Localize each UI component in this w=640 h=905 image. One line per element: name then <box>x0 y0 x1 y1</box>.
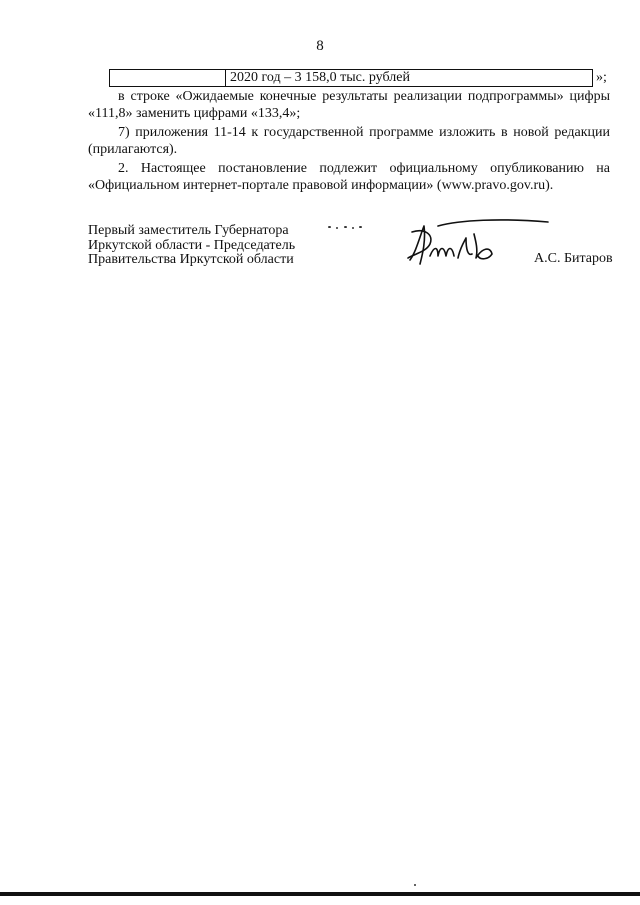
signatory-position-line: Правительства Иркутской области <box>88 252 294 267</box>
scan-speck <box>336 227 338 229</box>
scan-speck <box>328 226 331 228</box>
funding-table-row <box>109 69 593 87</box>
signatory-name: А.С. Битаров <box>534 251 613 266</box>
scan-speck <box>344 226 347 228</box>
signatory-position <box>88 224 318 268</box>
paragraph-text: 7) приложения 11-14 к государственной программе изложить в новой редакции (прилагаются). <box>88 125 610 157</box>
handwritten-signature <box>400 212 550 270</box>
scan-speck <box>414 884 416 886</box>
scan-speck <box>359 226 362 228</box>
paragraph-publication <box>88 160 610 194</box>
paragraph-expected-results <box>88 88 610 122</box>
table-cell-empty <box>109 69 226 87</box>
scan-edge-bar <box>0 892 640 896</box>
signatory-position-line: Первый заместитель Губернатора <box>88 223 289 238</box>
table-closing-quote: »; <box>596 70 607 85</box>
table-cell-funding-value: 2020 год – 3 158,0 тыс. рублей <box>226 69 593 87</box>
paragraph-text: в строке «Ожидаемые конечные результаты реализации подпрограммы» цифры «111,8» заменить цифрами «133,4»; <box>88 89 610 121</box>
paragraph-text: 2. Настоящее постановление подлежит официальному опубликованию на «Официальном интернет-портале правовой информации» (www.pravo.gov.ru). <box>88 161 610 193</box>
signatory-position-line: Иркутской области - Председатель <box>88 237 296 253</box>
scan-speck <box>352 227 354 229</box>
paragraph-appendices <box>88 124 610 158</box>
page-number: 8 <box>316 38 324 54</box>
